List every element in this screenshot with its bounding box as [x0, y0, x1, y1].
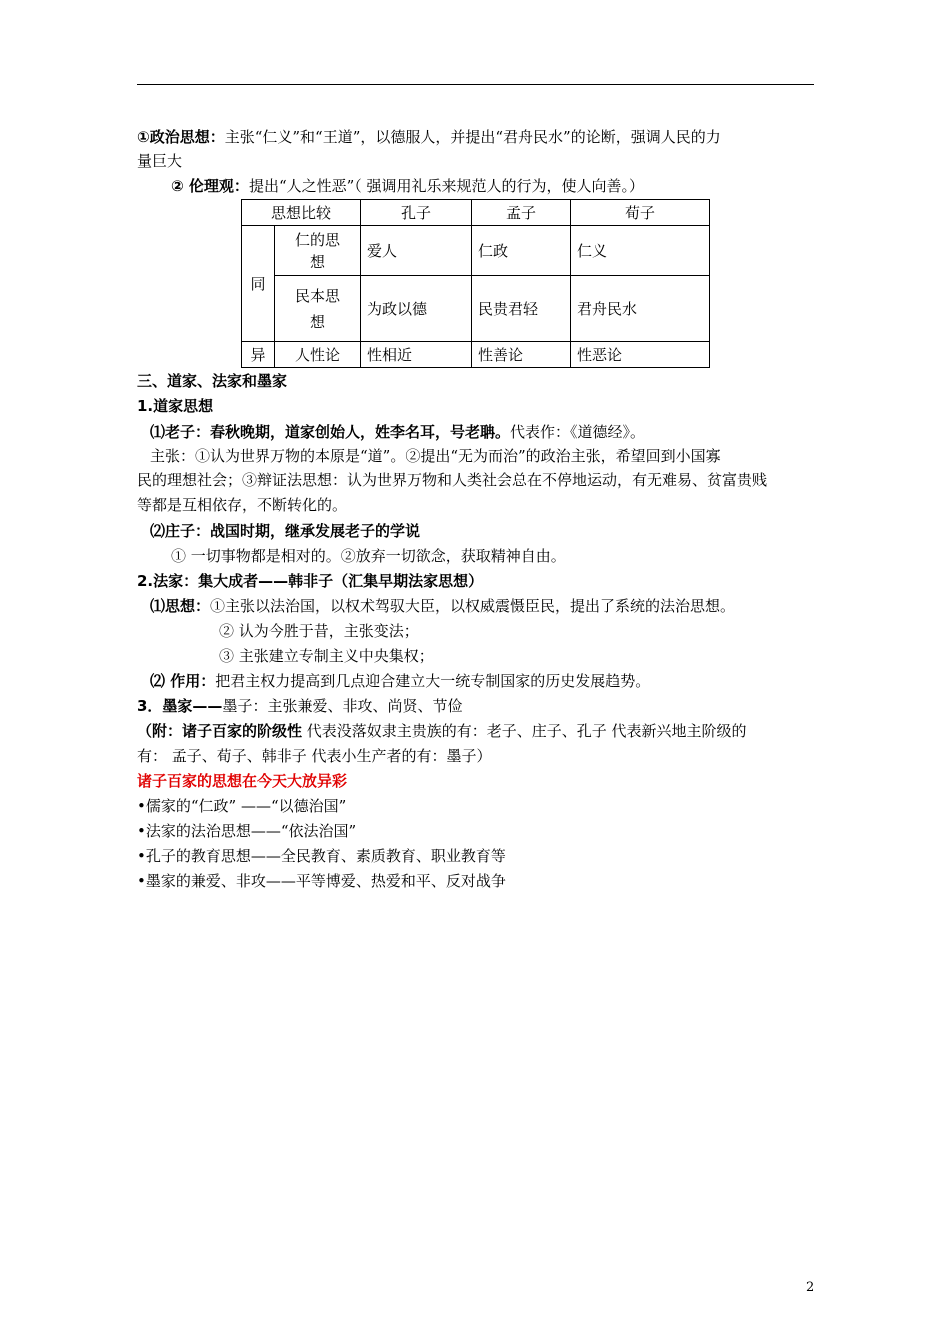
table-row: [242, 226, 710, 276]
zhuangzi-claim: ① 一切事物都是相对的。②放弃一切欲念，获取精神自由。: [171, 547, 566, 565]
appendix-line-1: （附：诸子百家的阶级性 代表没落奴隶主贵族的有：老子、庄子、孔子 代表新兴地主阶级的: [137, 722, 747, 740]
table-cell: 性善论: [472, 342, 571, 368]
table-cell: 仁政: [472, 226, 571, 276]
table-header-cell: 孔子: [361, 200, 472, 226]
appendix-line-2: 有： 孟子、荀子、韩非子 代表小生产者的有：墨子）: [137, 747, 492, 765]
laozi-claim-3: 等都是互相依存，不断转化的。: [137, 496, 348, 514]
politics-label: ①政治思想：: [137, 128, 225, 146]
row-label: 民本思 想: [275, 276, 361, 342]
table-header-cell: 孟子: [472, 200, 571, 226]
row-label: 仁的思 想: [275, 226, 361, 276]
daoism-heading: 1.道家思想: [137, 397, 214, 415]
appendix-bold: （附：诸子百家的阶级性: [137, 722, 303, 740]
ethics-text: 提出“人之性恶”（ 强调用礼乐来规范人的行为，使人向善。）: [248, 177, 645, 195]
legalism-thought-1: ⑴思想：①主张以法治国，以权术驾驭大臣，以权威震慑臣民，提出了系统的法治思想。: [150, 597, 736, 615]
list-item: •孔子的教育思想——全民教育、素质教育、职业教育等: [137, 847, 506, 865]
laozi-claim-2: 民的理想社会；③辩证法思想：认为世界万物和人类社会总在不停地运动，有无难易、贫富贵贱: [137, 471, 768, 489]
same-label: 同: [242, 226, 275, 342]
list-item: •儒家的“仁政” ——“以德治国”: [137, 797, 347, 815]
table-header-row: [242, 200, 710, 226]
legalism-effect: ⑵ 作用：把君主权力提高到几点迎合建立大一统专制国家的历史发展趋势。: [150, 672, 651, 690]
table-row: [242, 342, 710, 368]
laozi-rest: 代表作：《道德经》。: [510, 423, 646, 441]
comparison-table: [241, 199, 710, 368]
table-cell: 君舟民水: [571, 276, 710, 342]
row-label: 人性论: [275, 342, 361, 368]
ethics-line: [171, 175, 644, 197]
header-rule: [137, 84, 814, 85]
list-item: •墨家的兼爱、非攻——平等博爱、热爱和平、反对战争: [137, 872, 506, 890]
politics-line-1: [137, 126, 721, 148]
diff-label: 异: [242, 342, 275, 368]
laozi-claim-1: 主张：①认为世界万物的本原是“道”。②提出“无为而治”的政治主张，希望回到小国寡: [150, 447, 721, 465]
politics-line-2: 量巨大: [137, 152, 183, 170]
zhuangzi-line: ⑵庄子：战国时期，继承发展老子的学说: [150, 522, 421, 540]
effect-label: ⑵ 作用：: [150, 672, 216, 690]
table-cell: 性恶论: [571, 342, 710, 368]
laozi-bold: ⑴老子：春秋晚期，道家创始人，姓李名耳，号老聃。: [150, 423, 511, 441]
thought-label: ⑴思想：: [150, 597, 211, 615]
table-header-cell: 荀子: [571, 200, 710, 226]
table-cell: 民贵君轻: [472, 276, 571, 342]
mohism-label: 3．墨家——: [137, 697, 223, 715]
table-cell: 性相近: [361, 342, 472, 368]
legalism-thought-2: ② 认为今胜于昔，主张变法；: [219, 622, 419, 640]
today-heading: 诸子百家的思想在今天大放异彩: [137, 772, 348, 790]
table-header-cell: 思想比较: [242, 200, 361, 226]
section-3-heading: 三、道家、法家和墨家: [137, 372, 288, 390]
table-cell: 爱人: [361, 226, 472, 276]
legalism-heading: 2.法家：集大成者——韩非子（汇集早期法家思想）: [137, 572, 484, 590]
ethics-label: ② 伦理观：: [171, 177, 249, 195]
table-row: [242, 276, 710, 342]
page-number: 2: [806, 1280, 815, 1295]
table-cell: 为政以德: [361, 276, 472, 342]
mohism-line: 3．墨家——墨子：主张兼爱、非攻、尚贤、节俭: [137, 697, 463, 715]
politics-text: 主张“仁义”和“王道”，以德服人，并提出“君舟民水”的论断，强调人民的力: [224, 128, 721, 146]
list-item: •法家的法治思想——“依法治国”: [137, 822, 357, 840]
laozi-line: [150, 421, 645, 443]
table-cell: 仁义: [571, 226, 710, 276]
legalism-thought-3: ③ 主张建立专制主义中央集权；: [219, 647, 434, 665]
